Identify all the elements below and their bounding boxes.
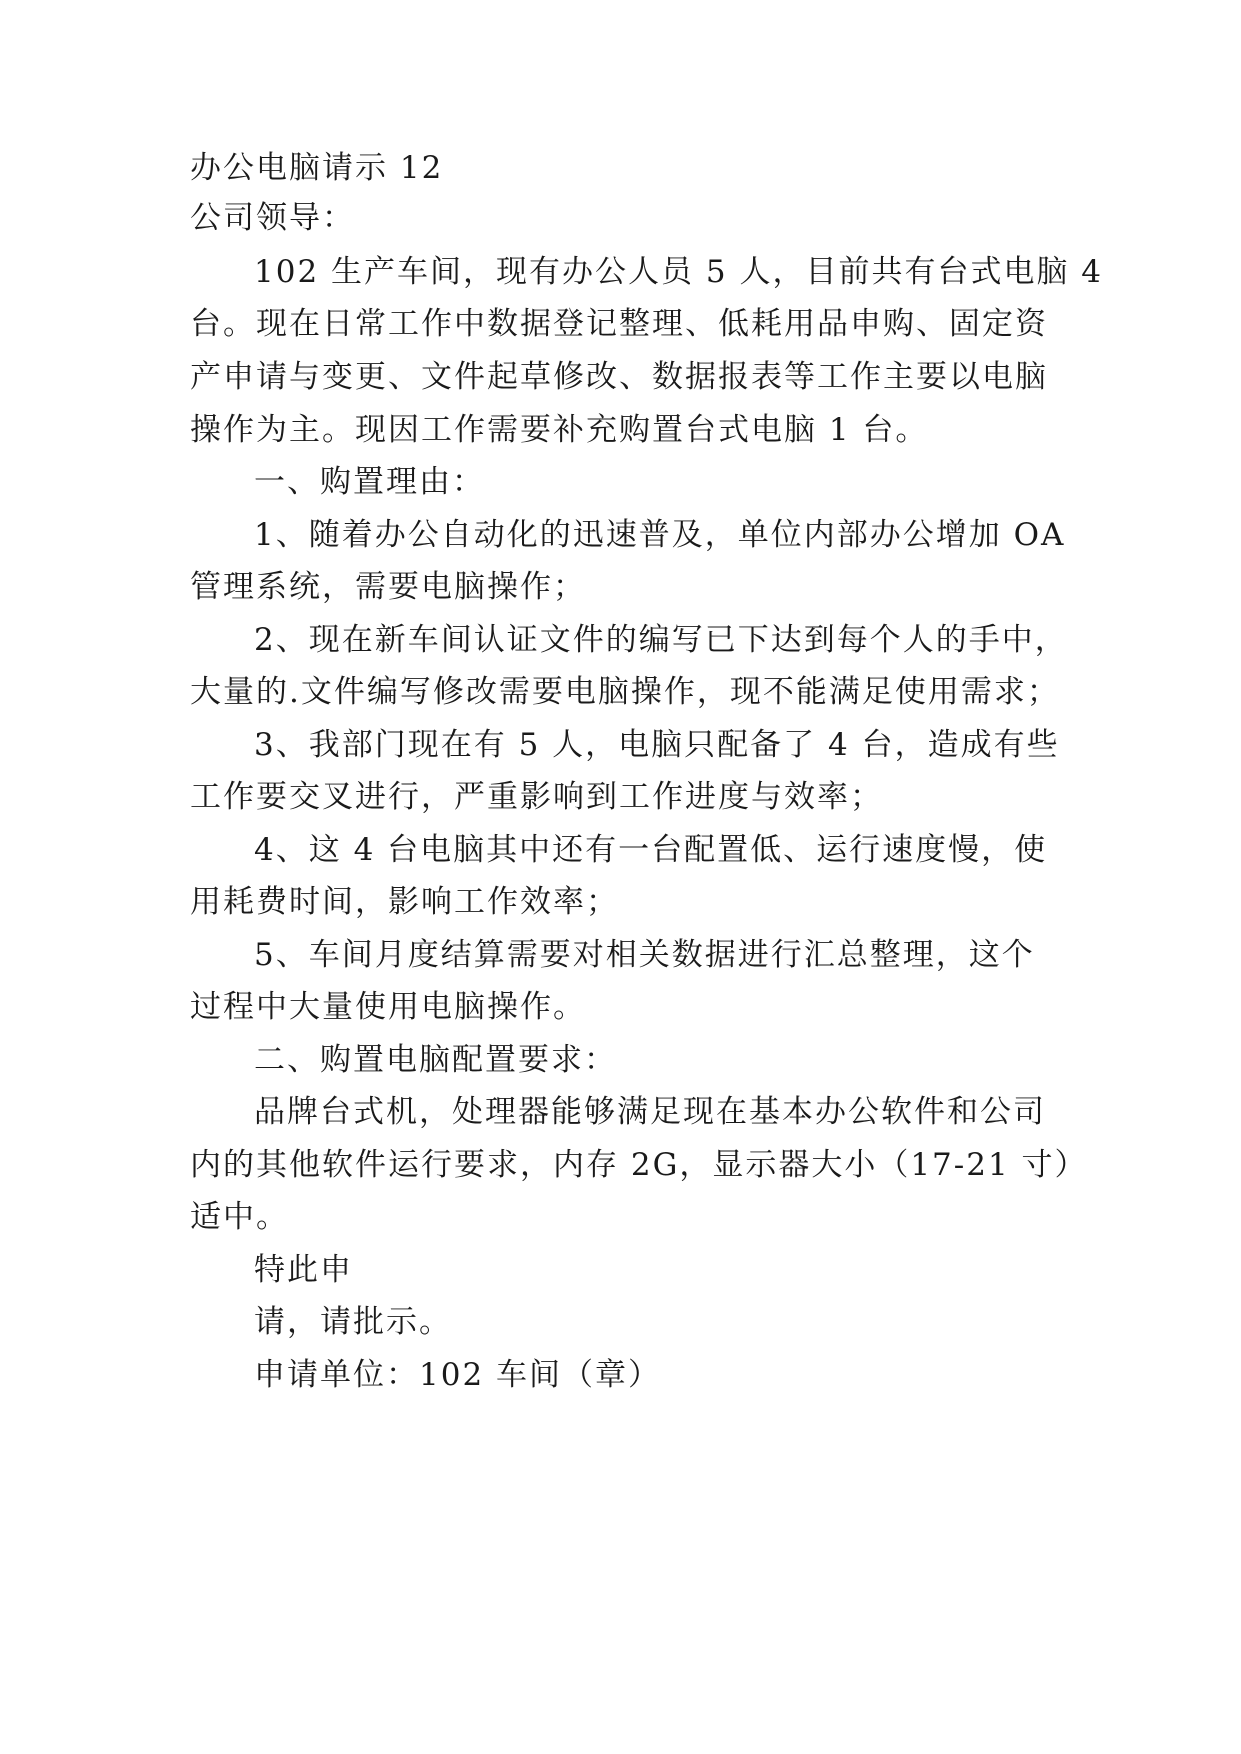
reason-line: 5、车间月度结算需要对相关数据进行汇总整理，这个 — [254, 937, 1035, 973]
document-title: 办公电脑请示 12 — [190, 150, 444, 186]
intro-line: 台。现在日常工作中数据登记整理、低耗用品申购、固定资 — [190, 306, 1048, 342]
requirement-line: 品牌台式机，处理器能够满足现在基本办公软件和公司 — [254, 1094, 1046, 1130]
section-heading: 二、购置电脑配置要求： — [254, 1042, 617, 1078]
reason-line: 管理系统，需要电脑操作； — [190, 569, 586, 605]
reason-line: 1、随着办公自动化的迅速普及，单位内部办公增加 OA — [254, 517, 1066, 553]
intro-line: 产申请与变更、文件起草修改、数据报表等工作主要以电脑 — [190, 359, 1048, 395]
reason-line: 工作要交叉进行，严重影响到工作进度与效率； — [190, 779, 883, 815]
intro-line: 102 生产车间，现有办公人员 5 人，目前共有台式电脑 4 — [254, 254, 1104, 290]
requirement-line: 内的其他软件运行要求，内存 2G，显示器大小（17-21 寸） — [190, 1147, 1088, 1183]
closing-line: 特此申 — [254, 1252, 353, 1288]
reason-line: 2、现在新车间认证文件的编写已下达到每个人的手中， — [254, 622, 1068, 658]
requirement-line: 适中。 — [190, 1199, 289, 1235]
reason-line: 3、我部门现在有 5 人，电脑只配备了 4 台，造成有些 — [254, 727, 1060, 763]
salutation: 公司领导： — [190, 200, 355, 236]
applicant-line: 申请单位：102 车间（章） — [254, 1357, 662, 1393]
intro-line: 操作为主。现因工作需要补充购置台式电脑 1 台。 — [190, 412, 929, 448]
reason-line: 过程中大量使用电脑操作。 — [190, 989, 586, 1025]
reason-line: 用耗费时间，影响工作效率； — [190, 884, 619, 920]
reason-line: 4、这 4 台电脑其中还有一台配置低、运行速度慢，使 — [254, 832, 1048, 868]
reason-line: 大量的.文件编写修改需要电脑操作，现不能满足使用需求； — [190, 674, 1060, 710]
closing-line: 请，请批示。 — [254, 1304, 452, 1340]
section-heading: 一、购置理由： — [254, 464, 485, 500]
